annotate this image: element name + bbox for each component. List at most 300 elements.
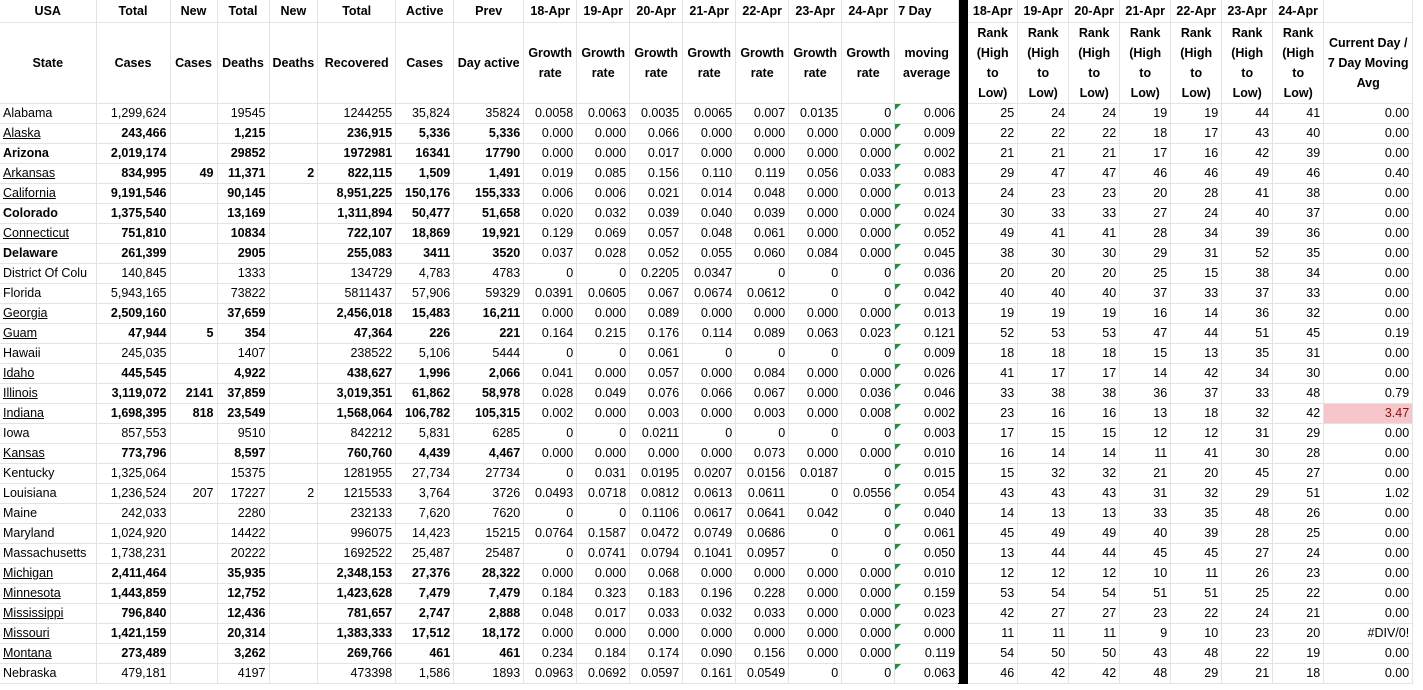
rank-21apr-cell[interactable]: 18: [1120, 124, 1171, 144]
rank-20apr-cell[interactable]: 47: [1069, 164, 1120, 184]
rank-21apr-cell[interactable]: 31: [1120, 484, 1171, 504]
rank-22apr-cell[interactable]: 29: [1171, 664, 1222, 684]
new-cases-cell[interactable]: [170, 444, 217, 464]
header-cell[interactable]: 7 Day: [895, 0, 959, 23]
growth-23apr-cell[interactable]: 0.000: [789, 384, 842, 404]
growth-22apr-cell[interactable]: 0.000: [736, 304, 789, 324]
growth-18apr-cell[interactable]: 0.234: [524, 644, 577, 664]
growth-21apr-cell[interactable]: 0.196: [683, 584, 736, 604]
growth-21apr-cell[interactable]: 0.000: [683, 444, 736, 464]
header-cell[interactable]: Rank (High to Low): [1069, 23, 1120, 104]
total-cases-cell[interactable]: 1,325,064: [96, 464, 170, 484]
growth-21apr-cell[interactable]: 0: [683, 344, 736, 364]
total-deaths-cell[interactable]: 1407: [217, 344, 269, 364]
new-cases-cell[interactable]: [170, 104, 217, 124]
rank-23apr-cell[interactable]: 49: [1222, 164, 1273, 184]
growth-21apr-cell[interactable]: 0.0207: [683, 464, 736, 484]
prev-day-active-cell[interactable]: 2,888: [454, 604, 524, 624]
total-deaths-cell[interactable]: 8,597: [217, 444, 269, 464]
moving-average-7day-cell[interactable]: 0.119: [895, 644, 959, 664]
growth-21apr-cell[interactable]: 0.161: [683, 664, 736, 684]
growth-24apr-cell[interactable]: 0.000: [842, 304, 895, 324]
growth-24apr-cell[interactable]: 0.008: [842, 404, 895, 424]
rank-23apr-cell[interactable]: 37: [1222, 284, 1273, 304]
growth-19apr-cell[interactable]: 0.069: [577, 224, 630, 244]
total-cases-cell[interactable]: 245,035: [96, 344, 170, 364]
growth-21apr-cell[interactable]: 0.0347: [683, 264, 736, 284]
new-deaths-cell[interactable]: [269, 584, 318, 604]
rank-24apr-cell[interactable]: 22: [1273, 584, 1324, 604]
rank-21apr-cell[interactable]: 19: [1120, 104, 1171, 124]
state-name-cell[interactable]: Idaho: [0, 364, 96, 384]
growth-19apr-cell[interactable]: 0.0605: [577, 284, 630, 304]
rank-24apr-cell[interactable]: 27: [1273, 464, 1324, 484]
new-deaths-cell[interactable]: [269, 204, 318, 224]
growth-23apr-cell[interactable]: 0.000: [789, 304, 842, 324]
growth-19apr-cell[interactable]: 0.000: [577, 124, 630, 144]
growth-22apr-cell[interactable]: 0.000: [736, 624, 789, 644]
rank-22apr-cell[interactable]: 46: [1171, 164, 1222, 184]
total-deaths-cell[interactable]: 1,215: [217, 124, 269, 144]
rank-22apr-cell[interactable]: 18: [1171, 404, 1222, 424]
new-deaths-cell[interactable]: [269, 124, 318, 144]
total-recovered-cell[interactable]: 1,383,333: [318, 624, 396, 644]
state-name-cell[interactable]: District Of Colu: [0, 264, 96, 284]
rank-24apr-cell[interactable]: 19: [1273, 644, 1324, 664]
rank-19apr-cell[interactable]: 49: [1018, 524, 1069, 544]
rank-18apr-cell[interactable]: 19: [968, 304, 1018, 324]
growth-23apr-cell[interactable]: 0: [789, 344, 842, 364]
new-deaths-cell[interactable]: [269, 544, 318, 564]
new-cases-cell[interactable]: [170, 284, 217, 304]
state-name-cell[interactable]: Indiana: [0, 404, 96, 424]
rank-23apr-cell[interactable]: 33: [1222, 384, 1273, 404]
total-recovered-cell[interactable]: 238522: [318, 344, 396, 364]
current-vs-avg-cell[interactable]: 0.00: [1324, 244, 1413, 264]
growth-22apr-cell[interactable]: 0.061: [736, 224, 789, 244]
rank-24apr-cell[interactable]: 30: [1273, 364, 1324, 384]
growth-18apr-cell[interactable]: 0: [524, 504, 577, 524]
prev-day-active-cell[interactable]: 18,172: [454, 624, 524, 644]
active-cases-cell[interactable]: 3,764: [396, 484, 454, 504]
rank-22apr-cell[interactable]: 14: [1171, 304, 1222, 324]
active-cases-cell[interactable]: 17,512: [396, 624, 454, 644]
rank-23apr-cell[interactable]: 34: [1222, 364, 1273, 384]
total-recovered-cell[interactable]: 2,456,018: [318, 304, 396, 324]
rank-23apr-cell[interactable]: 28: [1222, 524, 1273, 544]
header-cell[interactable]: Growth rate: [683, 23, 736, 104]
new-cases-cell[interactable]: [170, 204, 217, 224]
rank-19apr-cell[interactable]: 22: [1018, 124, 1069, 144]
moving-average-7day-cell[interactable]: 0.040: [895, 504, 959, 524]
growth-21apr-cell[interactable]: 0.040: [683, 204, 736, 224]
growth-24apr-cell[interactable]: 0: [842, 424, 895, 444]
state-name-cell[interactable]: Colorado: [0, 204, 96, 224]
growth-23apr-cell[interactable]: 0: [789, 524, 842, 544]
rank-22apr-cell[interactable]: 39: [1171, 524, 1222, 544]
moving-average-7day-cell[interactable]: 0.063: [895, 664, 959, 684]
rank-22apr-cell[interactable]: 19: [1171, 104, 1222, 124]
current-vs-avg-cell[interactable]: 0.00: [1324, 204, 1413, 224]
current-vs-avg-cell[interactable]: 0.00: [1324, 264, 1413, 284]
rank-18apr-cell[interactable]: 12: [968, 564, 1018, 584]
state-name-cell[interactable]: Illinois: [0, 384, 96, 404]
header-cell[interactable]: Current Day / 7 Day Moving Avg: [1324, 23, 1413, 104]
growth-23apr-cell[interactable]: 0.042: [789, 504, 842, 524]
new-deaths-cell[interactable]: [269, 284, 318, 304]
new-deaths-cell[interactable]: [269, 664, 318, 684]
moving-average-7day-cell[interactable]: 0.045: [895, 244, 959, 264]
growth-20apr-cell[interactable]: 0.0035: [630, 104, 683, 124]
total-cases-cell[interactable]: 773,796: [96, 444, 170, 464]
rank-18apr-cell[interactable]: 33: [968, 384, 1018, 404]
growth-24apr-cell[interactable]: 0: [842, 504, 895, 524]
rank-24apr-cell[interactable]: 26: [1273, 504, 1324, 524]
growth-19apr-cell[interactable]: 0.1587: [577, 524, 630, 544]
growth-23apr-cell[interactable]: 0.084: [789, 244, 842, 264]
new-deaths-cell[interactable]: [269, 564, 318, 584]
prev-day-active-cell[interactable]: 35824: [454, 104, 524, 124]
growth-19apr-cell[interactable]: 0: [577, 264, 630, 284]
growth-20apr-cell[interactable]: 0.0812: [630, 484, 683, 504]
growth-22apr-cell[interactable]: 0.0686: [736, 524, 789, 544]
moving-average-7day-cell[interactable]: 0.002: [895, 404, 959, 424]
total-recovered-cell[interactable]: 822,115: [318, 164, 396, 184]
rank-18apr-cell[interactable]: 14: [968, 504, 1018, 524]
new-cases-cell[interactable]: [170, 664, 217, 684]
rank-24apr-cell[interactable]: 46: [1273, 164, 1324, 184]
moving-average-7day-cell[interactable]: 0.010: [895, 564, 959, 584]
current-vs-avg-cell[interactable]: 0.00: [1324, 364, 1413, 384]
growth-21apr-cell[interactable]: 0.055: [683, 244, 736, 264]
moving-average-7day-cell[interactable]: 0.024: [895, 204, 959, 224]
rank-18apr-cell[interactable]: 30: [968, 204, 1018, 224]
growth-22apr-cell[interactable]: 0.0641: [736, 504, 789, 524]
rank-18apr-cell[interactable]: 18: [968, 344, 1018, 364]
total-deaths-cell[interactable]: 12,752: [217, 584, 269, 604]
moving-average-7day-cell[interactable]: 0.013: [895, 304, 959, 324]
rank-23apr-cell[interactable]: 45: [1222, 464, 1273, 484]
growth-20apr-cell[interactable]: 0.067: [630, 284, 683, 304]
growth-22apr-cell[interactable]: 0.000: [736, 124, 789, 144]
total-deaths-cell[interactable]: 9510: [217, 424, 269, 444]
rank-19apr-cell[interactable]: 47: [1018, 164, 1069, 184]
growth-18apr-cell[interactable]: 0.000: [524, 624, 577, 644]
growth-22apr-cell[interactable]: 0.119: [736, 164, 789, 184]
state-name-cell[interactable]: Alaska: [0, 124, 96, 144]
total-cases-cell[interactable]: 857,553: [96, 424, 170, 444]
header-cell[interactable]: Total: [96, 0, 170, 23]
rank-20apr-cell[interactable]: 22: [1069, 124, 1120, 144]
header-cell[interactable]: 23-Apr: [1222, 0, 1273, 23]
growth-18apr-cell[interactable]: 0.048: [524, 604, 577, 624]
new-deaths-cell[interactable]: [269, 624, 318, 644]
total-deaths-cell[interactable]: 3,262: [217, 644, 269, 664]
rank-21apr-cell[interactable]: 21: [1120, 464, 1171, 484]
current-vs-avg-cell[interactable]: 0.00: [1324, 444, 1413, 464]
new-deaths-cell[interactable]: [269, 244, 318, 264]
rank-22apr-cell[interactable]: 28: [1171, 184, 1222, 204]
total-recovered-cell[interactable]: 134729: [318, 264, 396, 284]
rank-24apr-cell[interactable]: 39: [1273, 144, 1324, 164]
growth-22apr-cell[interactable]: 0.000: [736, 564, 789, 584]
rank-22apr-cell[interactable]: 37: [1171, 384, 1222, 404]
growth-23apr-cell[interactable]: 0.000: [789, 604, 842, 624]
rank-18apr-cell[interactable]: 16: [968, 444, 1018, 464]
growth-23apr-cell[interactable]: 0.000: [789, 204, 842, 224]
growth-21apr-cell[interactable]: 0.114: [683, 324, 736, 344]
growth-18apr-cell[interactable]: 0.129: [524, 224, 577, 244]
total-cases-cell[interactable]: 1,738,231: [96, 544, 170, 564]
rank-19apr-cell[interactable]: 11: [1018, 624, 1069, 644]
growth-18apr-cell[interactable]: 0.037: [524, 244, 577, 264]
rank-18apr-cell[interactable]: 49: [968, 224, 1018, 244]
rank-20apr-cell[interactable]: 15: [1069, 424, 1120, 444]
header-cell[interactable]: 24-Apr: [842, 0, 895, 23]
rank-24apr-cell[interactable]: 36: [1273, 224, 1324, 244]
rank-20apr-cell[interactable]: 14: [1069, 444, 1120, 464]
rank-24apr-cell[interactable]: 37: [1273, 204, 1324, 224]
new-cases-cell[interactable]: [170, 644, 217, 664]
header-cell[interactable]: State: [0, 23, 96, 104]
state-name-cell[interactable]: Arizona: [0, 144, 96, 164]
header-cell[interactable]: Rank (High to Low): [968, 23, 1018, 104]
rank-19apr-cell[interactable]: 12: [1018, 564, 1069, 584]
growth-24apr-cell[interactable]: 0: [842, 264, 895, 284]
growth-21apr-cell[interactable]: 0.0617: [683, 504, 736, 524]
moving-average-7day-cell[interactable]: 0.009: [895, 344, 959, 364]
rank-22apr-cell[interactable]: 22: [1171, 604, 1222, 624]
growth-22apr-cell[interactable]: 0.060: [736, 244, 789, 264]
state-name-cell[interactable]: Connecticut: [0, 224, 96, 244]
total-deaths-cell[interactable]: 13,169: [217, 204, 269, 224]
growth-19apr-cell[interactable]: 0.0692: [577, 664, 630, 684]
current-vs-avg-cell[interactable]: 0.00: [1324, 664, 1413, 684]
growth-22apr-cell[interactable]: 0.0957: [736, 544, 789, 564]
growth-18apr-cell[interactable]: 0.028: [524, 384, 577, 404]
moving-average-7day-cell[interactable]: 0.061: [895, 524, 959, 544]
new-cases-cell[interactable]: [170, 464, 217, 484]
new-cases-cell[interactable]: [170, 604, 217, 624]
header-cell[interactable]: Recovered: [318, 23, 396, 104]
active-cases-cell[interactable]: 226: [396, 324, 454, 344]
rank-20apr-cell[interactable]: 43: [1069, 484, 1120, 504]
total-deaths-cell[interactable]: 37,859: [217, 384, 269, 404]
rank-20apr-cell[interactable]: 11: [1069, 624, 1120, 644]
prev-day-active-cell[interactable]: 155,333: [454, 184, 524, 204]
growth-20apr-cell[interactable]: 0.0472: [630, 524, 683, 544]
rank-23apr-cell[interactable]: 21: [1222, 664, 1273, 684]
total-cases-cell[interactable]: 796,840: [96, 604, 170, 624]
total-cases-cell[interactable]: 1,443,859: [96, 584, 170, 604]
header-cell[interactable]: New: [170, 0, 217, 23]
growth-24apr-cell[interactable]: 0: [842, 524, 895, 544]
growth-20apr-cell[interactable]: 0.089: [630, 304, 683, 324]
active-cases-cell[interactable]: 461: [396, 644, 454, 664]
rank-21apr-cell[interactable]: 12: [1120, 424, 1171, 444]
current-vs-avg-cell[interactable]: 0.79: [1324, 384, 1413, 404]
header-cell[interactable]: Total: [217, 0, 269, 23]
growth-21apr-cell[interactable]: 0.0065: [683, 104, 736, 124]
total-cases-cell[interactable]: 1,375,540: [96, 204, 170, 224]
rank-18apr-cell[interactable]: 45: [968, 524, 1018, 544]
header-cell[interactable]: 18-Apr: [968, 0, 1018, 23]
current-vs-avg-cell[interactable]: 1.02: [1324, 484, 1413, 504]
rank-18apr-cell[interactable]: 38: [968, 244, 1018, 264]
active-cases-cell[interactable]: 57,906: [396, 284, 454, 304]
current-vs-avg-cell[interactable]: 0.00: [1324, 504, 1413, 524]
growth-22apr-cell[interactable]: 0.0156: [736, 464, 789, 484]
rank-22apr-cell[interactable]: 48: [1171, 644, 1222, 664]
growth-22apr-cell[interactable]: 0.048: [736, 184, 789, 204]
prev-day-active-cell[interactable]: 25487: [454, 544, 524, 564]
prev-day-active-cell[interactable]: 58,978: [454, 384, 524, 404]
growth-19apr-cell[interactable]: 0.000: [577, 444, 630, 464]
rank-24apr-cell[interactable]: 48: [1273, 384, 1324, 404]
moving-average-7day-cell[interactable]: 0.052: [895, 224, 959, 244]
state-name-cell[interactable]: Maine: [0, 504, 96, 524]
growth-22apr-cell[interactable]: 0.073: [736, 444, 789, 464]
rank-18apr-cell[interactable]: 52: [968, 324, 1018, 344]
rank-21apr-cell[interactable]: 28: [1120, 224, 1171, 244]
growth-19apr-cell[interactable]: 0.000: [577, 144, 630, 164]
growth-18apr-cell[interactable]: 0.020: [524, 204, 577, 224]
rank-19apr-cell[interactable]: 21: [1018, 144, 1069, 164]
rank-20apr-cell[interactable]: 27: [1069, 604, 1120, 624]
current-vs-avg-cell[interactable]: 0.00: [1324, 124, 1413, 144]
total-recovered-cell[interactable]: 236,915: [318, 124, 396, 144]
growth-18apr-cell[interactable]: 0.0764: [524, 524, 577, 544]
active-cases-cell[interactable]: 106,782: [396, 404, 454, 424]
moving-average-7day-cell[interactable]: 0.050: [895, 544, 959, 564]
total-deaths-cell[interactable]: 4197: [217, 664, 269, 684]
new-cases-cell[interactable]: [170, 424, 217, 444]
rank-20apr-cell[interactable]: 19: [1069, 304, 1120, 324]
header-cell[interactable]: Rank (High to Low): [1171, 23, 1222, 104]
growth-18apr-cell[interactable]: 0.006: [524, 184, 577, 204]
growth-22apr-cell[interactable]: 0: [736, 344, 789, 364]
growth-20apr-cell[interactable]: 0.176: [630, 324, 683, 344]
growth-19apr-cell[interactable]: 0.000: [577, 404, 630, 424]
rank-23apr-cell[interactable]: 40: [1222, 204, 1273, 224]
total-deaths-cell[interactable]: 73822: [217, 284, 269, 304]
new-deaths-cell[interactable]: [269, 104, 318, 124]
state-name-cell[interactable]: Kentucky: [0, 464, 96, 484]
growth-19apr-cell[interactable]: 0.0741: [577, 544, 630, 564]
rank-21apr-cell[interactable]: 16: [1120, 304, 1171, 324]
rank-19apr-cell[interactable]: 38: [1018, 384, 1069, 404]
new-cases-cell[interactable]: 818: [170, 404, 217, 424]
state-name-cell[interactable]: Florida: [0, 284, 96, 304]
growth-24apr-cell[interactable]: 0: [842, 104, 895, 124]
active-cases-cell[interactable]: 2,747: [396, 604, 454, 624]
total-recovered-cell[interactable]: 996075: [318, 524, 396, 544]
growth-24apr-cell[interactable]: 0.000: [842, 584, 895, 604]
rank-19apr-cell[interactable]: 20: [1018, 264, 1069, 284]
growth-22apr-cell[interactable]: 0.003: [736, 404, 789, 424]
active-cases-cell[interactable]: 50,477: [396, 204, 454, 224]
new-deaths-cell[interactable]: [269, 604, 318, 624]
rank-21apr-cell[interactable]: 11: [1120, 444, 1171, 464]
rank-23apr-cell[interactable]: 42: [1222, 144, 1273, 164]
growth-24apr-cell[interactable]: 0.000: [842, 184, 895, 204]
new-deaths-cell[interactable]: [269, 184, 318, 204]
state-name-cell[interactable]: Alabama: [0, 104, 96, 124]
rank-19apr-cell[interactable]: 23: [1018, 184, 1069, 204]
growth-23apr-cell[interactable]: 0.0135: [789, 104, 842, 124]
total-cases-cell[interactable]: 2,509,160: [96, 304, 170, 324]
growth-18apr-cell[interactable]: 0: [524, 344, 577, 364]
active-cases-cell[interactable]: 18,869: [396, 224, 454, 244]
prev-day-active-cell[interactable]: 5444: [454, 344, 524, 364]
state-name-cell[interactable]: Delaware: [0, 244, 96, 264]
header-cell[interactable]: Active: [396, 0, 454, 23]
header-cell[interactable]: 18-Apr: [524, 0, 577, 23]
header-cell[interactable]: Rank (High to Low): [1273, 23, 1324, 104]
growth-21apr-cell[interactable]: 0.048: [683, 224, 736, 244]
total-cases-cell[interactable]: 47,944: [96, 324, 170, 344]
current-vs-avg-cell[interactable]: 0.00: [1324, 344, 1413, 364]
total-deaths-cell[interactable]: 11,371: [217, 164, 269, 184]
rank-24apr-cell[interactable]: 33: [1273, 284, 1324, 304]
header-cell[interactable]: 20-Apr: [630, 0, 683, 23]
new-cases-cell[interactable]: [170, 364, 217, 384]
new-deaths-cell[interactable]: [269, 384, 318, 404]
rank-20apr-cell[interactable]: 24: [1069, 104, 1120, 124]
growth-19apr-cell[interactable]: 0: [577, 344, 630, 364]
growth-19apr-cell[interactable]: 0.215: [577, 324, 630, 344]
growth-23apr-cell[interactable]: 0.000: [789, 224, 842, 244]
growth-23apr-cell[interactable]: 0.000: [789, 404, 842, 424]
rank-22apr-cell[interactable]: 16: [1171, 144, 1222, 164]
growth-20apr-cell[interactable]: 0.057: [630, 364, 683, 384]
rank-24apr-cell[interactable]: 35: [1273, 244, 1324, 264]
new-cases-cell[interactable]: [170, 544, 217, 564]
rank-23apr-cell[interactable]: 25: [1222, 584, 1273, 604]
rank-20apr-cell[interactable]: 16: [1069, 404, 1120, 424]
growth-23apr-cell[interactable]: 0.000: [789, 444, 842, 464]
growth-18apr-cell[interactable]: 0.000: [524, 444, 577, 464]
prev-day-active-cell[interactable]: 7,479: [454, 584, 524, 604]
total-recovered-cell[interactable]: 2,348,153: [318, 564, 396, 584]
new-cases-cell[interactable]: 49: [170, 164, 217, 184]
rank-21apr-cell[interactable]: 25: [1120, 264, 1171, 284]
rank-22apr-cell[interactable]: 12: [1171, 424, 1222, 444]
growth-18apr-cell[interactable]: 0.0493: [524, 484, 577, 504]
rank-21apr-cell[interactable]: 40: [1120, 524, 1171, 544]
rank-20apr-cell[interactable]: 38: [1069, 384, 1120, 404]
growth-18apr-cell[interactable]: 0.019: [524, 164, 577, 184]
new-cases-cell[interactable]: 2141: [170, 384, 217, 404]
rank-23apr-cell[interactable]: 36: [1222, 304, 1273, 324]
rank-20apr-cell[interactable]: 49: [1069, 524, 1120, 544]
growth-21apr-cell[interactable]: 0.0749: [683, 524, 736, 544]
header-cell[interactable]: Growth rate: [630, 23, 683, 104]
prev-day-active-cell[interactable]: 105,315: [454, 404, 524, 424]
growth-22apr-cell[interactable]: 0.033: [736, 604, 789, 624]
moving-average-7day-cell[interactable]: 0.023: [895, 604, 959, 624]
rank-19apr-cell[interactable]: 32: [1018, 464, 1069, 484]
new-deaths-cell[interactable]: [269, 324, 318, 344]
rank-18apr-cell[interactable]: 11: [968, 624, 1018, 644]
header-cell[interactable]: Growth rate: [524, 23, 577, 104]
growth-19apr-cell[interactable]: 0: [577, 424, 630, 444]
rank-22apr-cell[interactable]: 34: [1171, 224, 1222, 244]
new-deaths-cell[interactable]: [269, 444, 318, 464]
header-cell[interactable]: Prev: [454, 0, 524, 23]
new-cases-cell[interactable]: [170, 184, 217, 204]
moving-average-7day-cell[interactable]: 0.036: [895, 264, 959, 284]
